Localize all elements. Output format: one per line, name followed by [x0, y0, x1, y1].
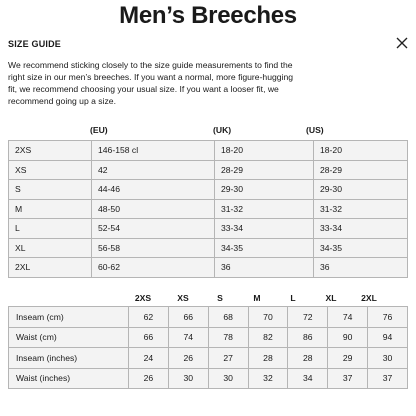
table-row [9, 199, 408, 219]
table-row [9, 327, 408, 348]
table-cell: 42 [92, 160, 215, 180]
column-header-xl: XL [325, 293, 337, 303]
row-label: Inseam (inches) [9, 348, 129, 369]
table-cell: 30 [368, 348, 408, 369]
table-cell: 34-35 [314, 238, 408, 258]
table-cell: 37 [368, 368, 408, 389]
table-row [9, 258, 408, 278]
table-cell: 94 [368, 327, 408, 348]
table-cell: 32 [248, 368, 288, 389]
table-cell: 48-50 [92, 199, 215, 219]
page-title: Men’s Breeches [119, 2, 297, 29]
table-row [9, 180, 408, 200]
table-cell: 76 [368, 307, 408, 328]
table-cell: 82 [248, 327, 288, 348]
table-cell: 30 [168, 368, 208, 389]
table-cell: 31-32 [215, 199, 314, 219]
table-cell: 52-54 [92, 219, 215, 239]
table-cell: 56-58 [92, 238, 215, 258]
table-cell: 74 [168, 327, 208, 348]
table-cell: S [9, 180, 92, 200]
table-row [9, 160, 408, 180]
table-cell: 2XL [9, 258, 92, 278]
table-cell: XS [9, 160, 92, 180]
table-cell: 29-30 [215, 180, 314, 200]
column-header-uk: (UK) [213, 125, 232, 135]
table-row [9, 348, 408, 369]
table-cell: 66 [168, 307, 208, 328]
row-label: Waist (cm) [9, 327, 129, 348]
table-cell: 18-20 [215, 141, 314, 161]
table-cell: 86 [288, 327, 328, 348]
close-icon[interactable] [394, 35, 410, 51]
column-header-s: S [217, 293, 223, 303]
table-cell: 24 [129, 348, 169, 369]
column-header-xs: XS [177, 293, 189, 303]
table-cell: 28 [248, 348, 288, 369]
table-cell: 18-20 [314, 141, 408, 161]
table-cell: 68 [208, 307, 248, 328]
table-cell: 28-29 [314, 160, 408, 180]
table-cell: 34-35 [215, 238, 314, 258]
table-cell: 31-32 [314, 199, 408, 219]
column-header-m: M [253, 293, 261, 303]
row-label: Inseam (cm) [9, 307, 129, 328]
table-cell: 74 [328, 307, 368, 328]
row-label: Waist (inches) [9, 368, 129, 389]
size-conversion-table [8, 140, 408, 278]
column-header-2xl: 2XL [361, 293, 377, 303]
table-cell: 60-62 [92, 258, 215, 278]
table-cell: 37 [328, 368, 368, 389]
table-row [9, 238, 408, 258]
table-cell: 66 [129, 327, 169, 348]
table-cell: 29-30 [314, 180, 408, 200]
table-cell: L [9, 219, 92, 239]
table-cell: 27 [208, 348, 248, 369]
size-guide-intro: We recommend sticking closely to the size guide measurements to find the right size in our men’s breeches. If you want a normal, more figure-hugging fit, we recommend choosing your usual size. If you want a looser fit, we recommend going up a size. [8, 60, 294, 106]
table-cell: 146-158 cl [92, 141, 215, 161]
table-cell: 33-34 [314, 219, 408, 239]
table-cell: 30 [208, 368, 248, 389]
table-cell: 36 [314, 258, 408, 278]
size-guide-label: SIZE GUIDE [8, 39, 62, 49]
table-cell: 2XS [9, 141, 92, 161]
table-cell: 36 [215, 258, 314, 278]
table-cell: 28 [288, 348, 328, 369]
table-cell: 28-29 [215, 160, 314, 180]
column-header-l: L [290, 293, 296, 303]
measurement-table [8, 306, 408, 389]
table-cell: 26 [168, 348, 208, 369]
table-row [9, 368, 408, 389]
table-cell: 29 [328, 348, 368, 369]
table-cell: 62 [129, 307, 169, 328]
table-row [9, 219, 408, 239]
table-cell: XL [9, 238, 92, 258]
table-row [9, 307, 408, 328]
table-row [9, 141, 408, 161]
column-header-eu: (EU) [90, 125, 108, 135]
table-cell: M [9, 199, 92, 219]
table-cell: 70 [248, 307, 288, 328]
table-cell: 78 [208, 327, 248, 348]
table-cell: 26 [129, 368, 169, 389]
column-header-us: (US) [306, 125, 324, 135]
column-header-2xs: 2XS [134, 293, 152, 303]
table-cell: 44-46 [92, 180, 215, 200]
table-cell: 90 [328, 327, 368, 348]
table-cell: 34 [288, 368, 328, 389]
table-cell: 33-34 [215, 219, 314, 239]
table-cell: 72 [288, 307, 328, 328]
